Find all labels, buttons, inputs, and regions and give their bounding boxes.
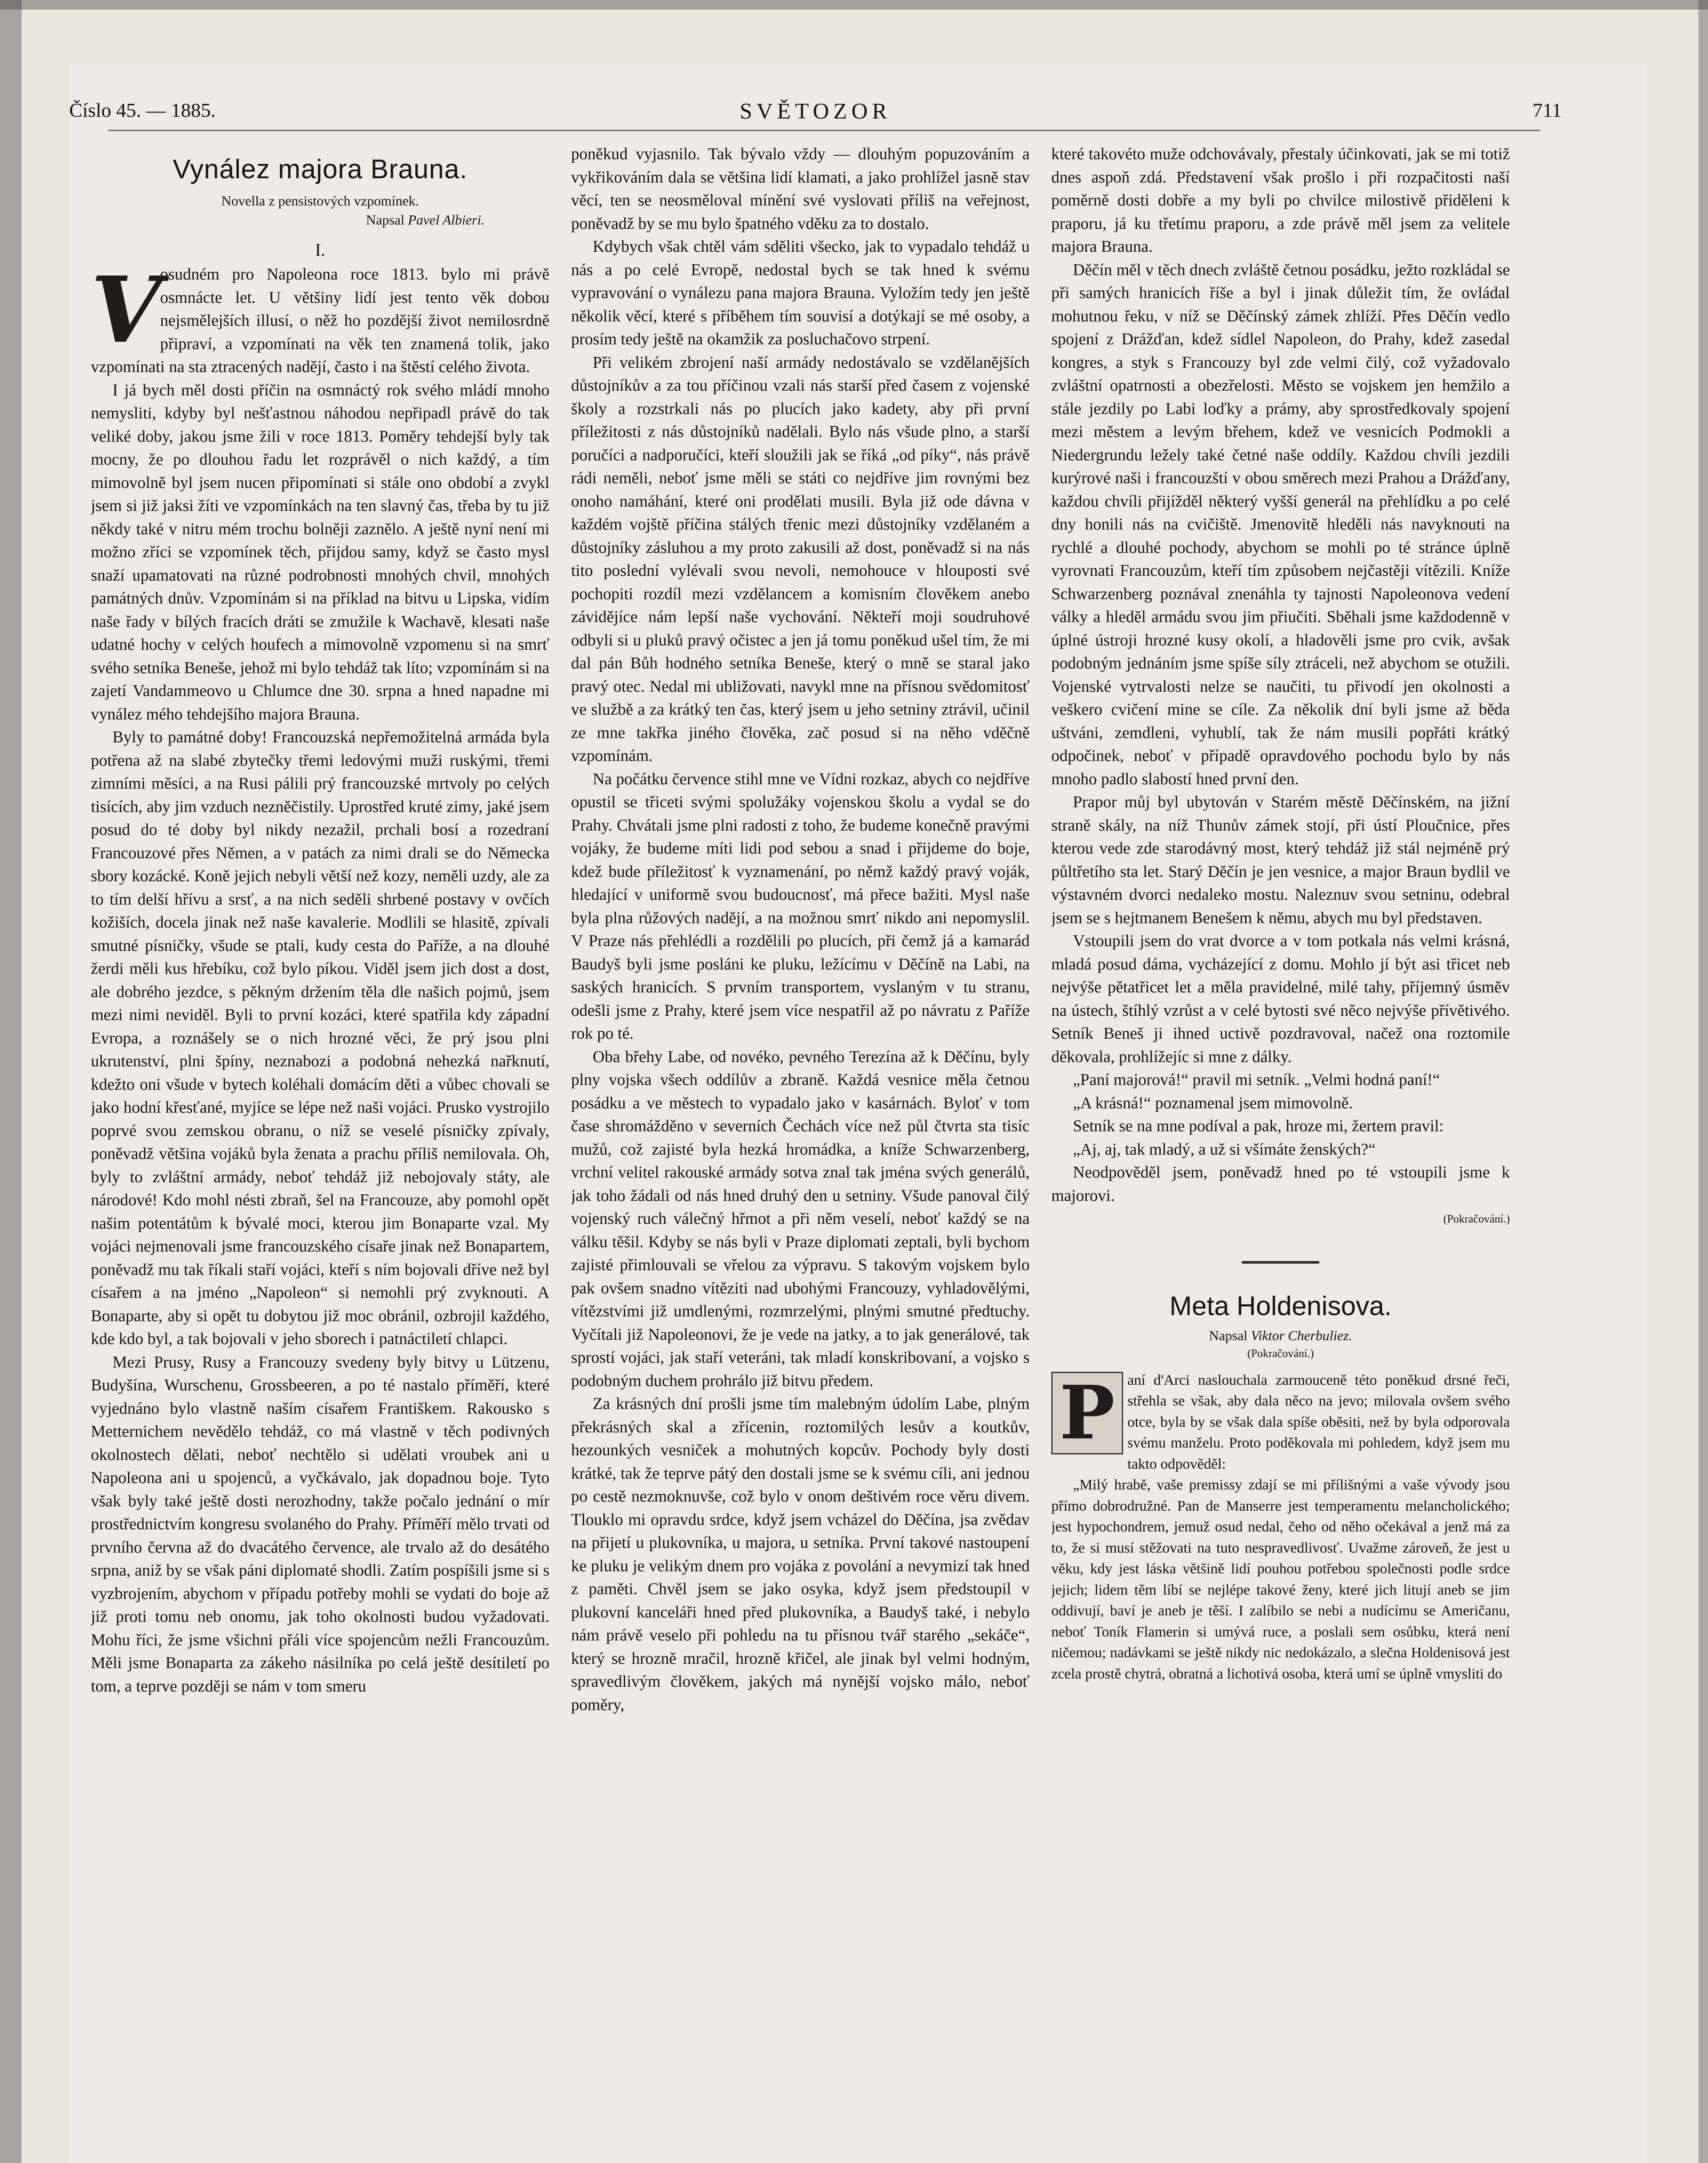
header-rule — [108, 130, 1540, 131]
page-number: 711 — [1532, 99, 1562, 121]
article-title: Vynález majora Brauna. — [173, 154, 468, 184]
paragraph: poněkud vyjasnilo. Tak bývalo vždy — dlouhým popuzováním a vykřikováním dala se většina lidí klamati, a jako prohlížel jasně stav věcí, ten se neosměloval mínění své vyslovati příliš na veřejnost, poněvadž by se mu bylo špatného vděku za to dostalo. — [571, 145, 1030, 233]
paragraph: Vstoupili jsem do vrat dvorce a v tom potkala nás velmi krásná, mladá posud dáma, vycházející z domu. Mohlo jí být asi třicet neb nejvýše pětatřicet let a měla pravidelné, milé tahy, příjemný úsměv na ústech, štíhlý vzrůst a v celé bytosti své něco nejvýše přívětivého. Setník Beneš ji ihned uctivě pozdravoval, načež ona roztomile děkovala, prohlížejíc si mne z dálky. — [1051, 932, 1510, 1066]
article2-title: Meta Holdenisova. — [1169, 1291, 1392, 1321]
column-2 — [571, 143, 1030, 2141]
author-name: Viktor Cherbuliez. — [1251, 1327, 1352, 1343]
article-author — [91, 210, 549, 229]
paragraph: Děčín měl v těch dnech zvláště četnou posádku, ježto rozkládal se při samých hranicích říše a byl i jinak důležit tím, že ovládal mohutnou řeku, v níž se Děčínský zámek zhlíží. Přes Děčín vedlo spojení z Drážďan, kdež sídlel Napoleon, do Prahy, kdež zasedal kongres, a styk s Francouzy byl zde velmi čilý, což vyžadovalo zvláštní opatrnosti a obezřelosti. Město se vojskem jen hemžilo a stále jezdily po Labi loďky a prámy, aby sprostředkovaly spojení mezi městem a levým břehem, kdež ve vesnicích Podmokli a Niedergrundu ležely také četné naše oddíly. Každou chvíli jezdili kurýrové naši i francouzští v obou směrech mezi Prahou a Drážďany, každou chvíli přijížděl některý vyšší generál na přehlídku a po celé dny honili nás na cvičiště. Jmenovitě hleděli nás navyknouti na rychlé a dlouhé pochody, abychom se mohli po té stránce úplně vyrovnati Francouzům, kteří tím způsobem nejčastěji vítězili. Kníže Schwarzenberg poznával znenáhla ty tajnosti Napoleonova vedení války a hleděl armádu svou jim přiučiti. Sběhali jsme každodenně v úplné ústroji hrozné kusy okolí, a hladověli jsme pro cvik, avšak podobným jednáním jsme spíše síly ztráceli, než abychom se otužili. Vojenské vytrvalosti nelze se naučiti, tu přivodí jen okolnosti a veškero cvičení mine se cíle. Za několik dní byli jsme až běda uštváni, zemdleni, vyhublí, tak že nám musili popřáti krátký odpočinek, neboť v případě opravdového pochodu bylo by nás mnoho padlo slabostí hned první den. — [1051, 260, 1510, 788]
running-head — [69, 99, 1562, 129]
scan-edge-top — [0, 0, 1708, 10]
article2-continued: (Pokračování.) — [1247, 1347, 1314, 1360]
paragraph: P aní d'Arci naslouchala zarmouceně této poněkud drsné řeči, střehla se však, aby dala něco na jevo; milovala ovšem svého otce, byla by se však dala spíše oběsiti, než by byla odporovala svému manželu. Proto poděkovala mi pohledem, když jsem mu takto odpověděl: — [1051, 1370, 1510, 1475]
part-number: I. — [315, 240, 325, 260]
paragraph: „Paní majorová!“ pravil mi setník. „Velmi hodná paní!“ — [1073, 1071, 1440, 1089]
article-subtitle: Novella z pensistových vzpomínek. — [221, 193, 419, 209]
paragraph: Prapor můj byl ubytován v Starém městě Děčínském, na jižní straně skály, na níž Thunův zámek stojí, při ústí Ploučnice, přes kterou vede zde starodávný most, který tehdáž již stál nejméně prý půltřetího sta let. Starý Děčín je jen vesnice, a major Braun bydlil ve výstavném dvorci nedaleko mostu. Naleznuv svou setninu, odebral jsem se s hejtmanem Benešem k němu, abych mu byl představen. — [1051, 793, 1510, 927]
section-divider — [1242, 1261, 1320, 1264]
scan-edge-right — [1698, 0, 1708, 2163]
issue-number: Číslo 45. — 1885. — [69, 99, 216, 121]
paragraph: Setník se na mne podíval a pak, hroze mi, žertem pravil: — [1073, 1117, 1444, 1135]
column-3 — [1051, 143, 1510, 2141]
paragraph: Při velikém zbrojení naší armády nedostávalo se vzdělanějších důstojníkův a za tou příčinou vzali nás starší před časem z vojenské školy a rozstrkali nás po plucích jako kadety, aby při první příležitosti z nás důstojníků nadělali. Bylo nás všude plno, a starší poručíci a nadporučíci, kteří sloužili jak se říká „od píky“, nás právě rádi neměli, neboť jsme měli se státi co nejdříve jim rovnými bez onoho namáhání, které oni prodělati musili. Byla již ode dávna v každém vojště příčina stálých třenic mezi důstojníky vzdělaném a důstojníky zásluhou a my proto zakusili až dost, poněvadž si na nás tito poslední vylévali svou nevoli, nemohouce v hlouposti své pochopiti rozdíl mezi vzdělancem a komisním člověkem anebo závidějíce nám lepší naše vychování. Někteří moji soudruhové odbyli si u pluků pravý očistec a jen já tomu poněkud ušel tím, že mi dal pán Bůh hodného setníka Beneše, který o mně se staral jako pravý otec. Nedal mi ubližovati, navykl mne na přísnou svědomitosť ve službě a za krátký ten čas, který jsem u jeho setniny ztrávil, učinil ze mne takřka jiného člověka, zač posud si na něho vděčně vzpomínám. — [571, 353, 1030, 765]
paragraph: „Milý hrabě, vaše premissy zdají se mi přílišnými a vaše vývody jsou přímo dobrodružné. Pan de Manserre jest temperamentu melancholického; jest hypochondrem, jemuž osud nedal, čeho od něho očekával a jenž má za to, že si musí stěžovati na tuto nespravedlivosť. Uvažme zároveň, že jest u věku, kdy jest láska většině lidí pouhou potřebou společnosti podle srdce jejich; lidem těm líbí se nejlépe takové ženy, které jich litují aneb se jim oddivují, baví je aneb je těší. I zalíbilo se nebi a nudícímu se Američanu, neboť Toník Flamerin si umývá ruce, a poslali sem osůbku, která není ničemou; nadávkami se ještě nikdy nic nedokázalo, a slečna Holdenisová jest zcela prostě chytrá, obratná a lichotivá osoba, která umí se úplně vmysliti do — [1051, 1477, 1510, 1682]
paragraph: Oba břehy Labe, od novéko, pevného Terezína až k Děčínu, byly plny vojska všech oddílův a zbraně. Každá vesnice měla četnou posádku a ve městech to vypadalo jako v kasárnách. Byloť v tom čase shromážděno v severních Čechách více než půl čtvrta sta tisíc mužů, což zajisté byla hezká hromádka, a kníže Schwarzenberg, vrchní velitel rakouské armády sotva znal tak jména svých generálů, jak toho žádali od nás hned druhý den u setniny. Všude panoval čilý vojenský ruch válečný hřmot a při něm veselí, neboť každý se na válku těšil. Kdyby se nás byli v Praze diplomati zeptali, byli bychom zajisté přimlouvali se vřelou za výpravu. S takovým vojskem bylo pak ovšem snadno vítěziti nad ubohými Francouzy, vyhladovělými, vítězstvími již umdlenými, rozmrzelými, plnými smutné předtuchy. Vyčítali již Napoleonovi, že je vede na jatky, a to jak generálové, tak sprostí vojáci, jak staří veteráni, tak mladí konskribovaní, a vojsko s podobným duchem prohrálo již bitvu předem. — [571, 1047, 1030, 1390]
dropcap-v: V — [91, 257, 161, 363]
paragraph: Byly to památné doby! Francouzská nepřemožitelná armáda byla potřena až na slabé zbytečky třemi ledovými muži ruskými, třemi zimními měsíci, a na Rusi pálili prý francouzské mrtvoly po celých tisících, aby jim vzduch nezněčistily. Uprostřed kruté zimy, jaké jsem posud do té doby byl nikdy nezažil, prchali bosí a rozedraní Francouzové přes Němen, a v patách za nimi drali se do Německa sbory kozácké. Koně jejich nebyli větší než kozy, neměli uzdy, ale za to tím delší hřívu a srsť, a na nich seděli shrbené postavy v ovčích kožiších, docela jinak než naše kavalerie. Modlili se hlasitě, zpívali smutné písničky, všude se ptali, kudy cesta do Paříže, a na dlouhé žerdi měli kus hřebíku, což bylo píkou. Viděl jsem jich dost a dost, ale dobrého jezdce, s pěkným držením těla dle našich pojmů, jsem mezi nimi neviděl. Byli to první kozáci, které spatřila kdy západní Evropa, a roznášely se o nich hrozné věci, že prý jsou plni ukrutenství, plni špíny, neznabozi a podobná nehezká nařknutí, kdežto oni všude v bytech koléhali domácím děti a vůbec chovali se jako hodní křesťané, myjíce se lépe než naši vojáci. Prusko vystrojilo poprvé svou zemskou obranu, o níž se veselé písničky zpívaly, poněvadž většina vojáků byla ženata a prachu příliš nemilovala. Oh, byly to zvláštní armády, neboť tehdáž již nebojovaly státy, ale národové! Kdo mohl nésti zbraň, šel na Francouze, aby pomohl opět našim potentátům k bývalé moci, kterou jim Bonaparte vzal. My vojáci nejmenovali jsme francouzského císaře jinak než Bonapartem, poněvadž mu tak říkali staří vojáci, kteří s ním bojovali dříve než byl císařem a na jméno „Napoleon“ si nemohli prý zvyknouti. A Bonaparte, aby si opět tu dobytou již moc obránil, ozbrojil každého, kde kdo byl, a tak bojovali v jeho sborech i patnáctiletí chlapci. — [91, 728, 549, 1348]
paragraph: „Aj, aj, tak mladý, a už si všímáte ženských?“ — [1073, 1140, 1376, 1159]
column-1 — [91, 143, 549, 2141]
continued-note: (Pokračování.) — [1443, 1213, 1510, 1225]
journal-title: SVĚTOZOR — [739, 99, 892, 124]
paragraph: Za krásných dní prošli jsme tím malebným údolím Labe, plným překrásných skal a zřícenin, roztomilých lesův a koutkův, hezounkých vesniček a mohutných kopcův. Pochody byly dosti krátké, tak že teprve pátý den dostali jsme se k svému cíli, ani jednou po cestě nezmoknuvše, což bylo v onom deštivém roce věru divem. Tlouklo mi opravdu srdce, když jsem vcházel do Děčína, jsa zvědav na přijetí u plukovníka, u majora, u setníka. První takové nastoupení ke pluku je velikým dnem pro vojáka z povolání a nevymizí tak hned z paměti. Chvěl jsem se jako osyka, když jsem předstoupil v plukovní kanceláři hned před plukovníka, a Baudyš také, i nebylo nám právě veselo při pohledu na tu přísnou tvář starého „sekáče“, který se hrozně mračil, hrozně křičel, ale jinak byl velmi hodným, spravedlivým člověkem, jakých má nynější vojsko málo, neboť poměry, — [571, 1395, 1030, 1714]
paragraph: „A krásná!“ poznamenal jsem mimovolně. — [1073, 1094, 1353, 1112]
scan-edge-left — [0, 0, 22, 2163]
paragraph: V osudném pro Napoleona roce 1813. bylo mi právě osmnácte let. U většiny lidí jest tento věk dobou nejsmělejších illusí, o něž ho pozdější život nemilosrdně připraví, a vzpomínati na věk ten znamená tolik, jako vzpomínati na sta ztracených nadějí, často i na štěstí celého života. — [91, 257, 549, 376]
author-prefix: Napsal — [1209, 1327, 1248, 1343]
dropcap-p: P — [1051, 1372, 1123, 1454]
paragraph: Kdybych však chtěl vám sděliti všecko, jak to vypadalo tehdáž u nás a po celé Evropě, nedostal bych se tak hned k svému vypravování o vynálezu pana majora Brauna. Vyložím tedy jen ještě několik věcí, které s příběhem tím souvisí a dotýkají se mé osoby, a prosím tedy ještě na okamžik za posluchačovo strpení. — [571, 237, 1030, 348]
paragraph: Na počátku července stihl mne ve Vídni rozkaz, abych co nejdříve opustil se třiceti svými spolužáky vojenskou školu a vydal se do Prahy. Chvátali jsme plni radosti z toho, že budeme konečně pravými vojáky, že budeme míti lidi pod sebou a snad i přijdeme do boje, kdež bude příležitosť k vyznamenání, po němž každý pravý voják, hledající v uniformě svou budoucnosť, má přece bažiti. Mysl naše byla plna růžových nadějí, a na možnou smrť nikdo ani nepomyslil. V Praze nás přehlédli a rozdělili po plucích, při čemž já a kamarád Baudyš byli jsme posláni ke pluku, ležícímu v Děčíně na Labi, na saských hranicích. S prvním transportem, vyslaným v tu stranu, odešli jsme z Prahy, které jsem více nespatřil až po návratu z Paříže rok po té. — [571, 770, 1030, 1043]
paragraph: Neodpověděl jsem, poněvadž hned po té vstoupili jsme k majorovi. — [1051, 1163, 1510, 1205]
paragraph: které takovéto muže odchovávaly, přestaly účinkovati, jak se mi totiž dnes aspoň zdá. Představení však prošlo i při rozpačitosti naší poměrně dosti dobře a my byli po chvilce milostivě přiděleni k praporu, já ku třetímu praporu, a zde právě měl jsem za velitele majora Brauna. — [1051, 145, 1510, 256]
author-prefix: Napsal — [366, 212, 405, 228]
paragraph: I já bych měl dosti příčin na osmnáctý rok svého mládí mnoho nemysliti, kdyby byl nešťastnou náhodou nepřipadl právě do tak veliké doby, jakou jsme žili v roce 1813. Poměry tehdejší byly tak mocny, že po dlouhou řadu let rozprávěl o nich každý, a tím mimovolně byl jsem nucen připomínati si stále ono období a zvykl jsem si již jaksi žíti ve vzpomínkách na ten slavný čas, třeba by tu již někdy také v nitru mém trochu bolněji zaznělo. A ještě nyní není mi možno zříci se vzpomínek těch, přijdou samy, když se často mysl snaží upamatovati na různé podrobnosti mnohých chvil, mnohých památných dnův. Vzpomínám si na příklad na bitvu u Lipska, vidím naše řady v bílých fracích dráti se zmužile k Wachavě, klesati naše udatné hochy v celých houfech a mimovolně vzpomenu si na smrť svého setníka Beneše, jehož mi bylo tehdáž tak líto; vzpomínám si na zajetí Vandammeovo u Chlumce dne 30. srpna a hned napadne mi vynález mého tehdejšího majora Brauna. — [91, 381, 549, 723]
article2-author — [1051, 1326, 1510, 1345]
author-name: Pavel Albieri. — [408, 212, 485, 228]
paragraph: Mezi Prusy, Rusy a Francouzy svedeny byly bitvy u Lützenu, Budyšína, Wurschenu, Grossbeeren, a po té nastalo příměří, které vyjednáno bylo vlastně naším císařem Františkem. Rakousko s Metternichem nevědělo tehdáž, co má vlastně v těch podivných okolnostech dělati, neboť nechtělo si udělati vroubek ani u Napoleona ani u spojenců, a vyčkávalo, jak dopadnou boje. Tyto však byly také ještě dosti nerozhodny, takže počalo jednání o mír prostřednictvím kongresu svolaného do Prahy. Příměří mělo trvati od prvního června až do dvacátého července, ale trvalo až do desátého srpna, aniž by se však páni diplomaté shodli. Zatím pospíšili jsme si s vyzbrojením, abychom v případu potřeby mohli se vydati do boje až již proti tomu neb onomu, jak toho okolnosti budou vyžadovati. Mohu říci, že jsme všichni přáli více spojencům nežli Francouzům. Měli jsme Bonaparta za zákeho násilníka po celá ještě desítiletí po tom, a teprve později se nám v tom smeru — [91, 1353, 549, 1695]
